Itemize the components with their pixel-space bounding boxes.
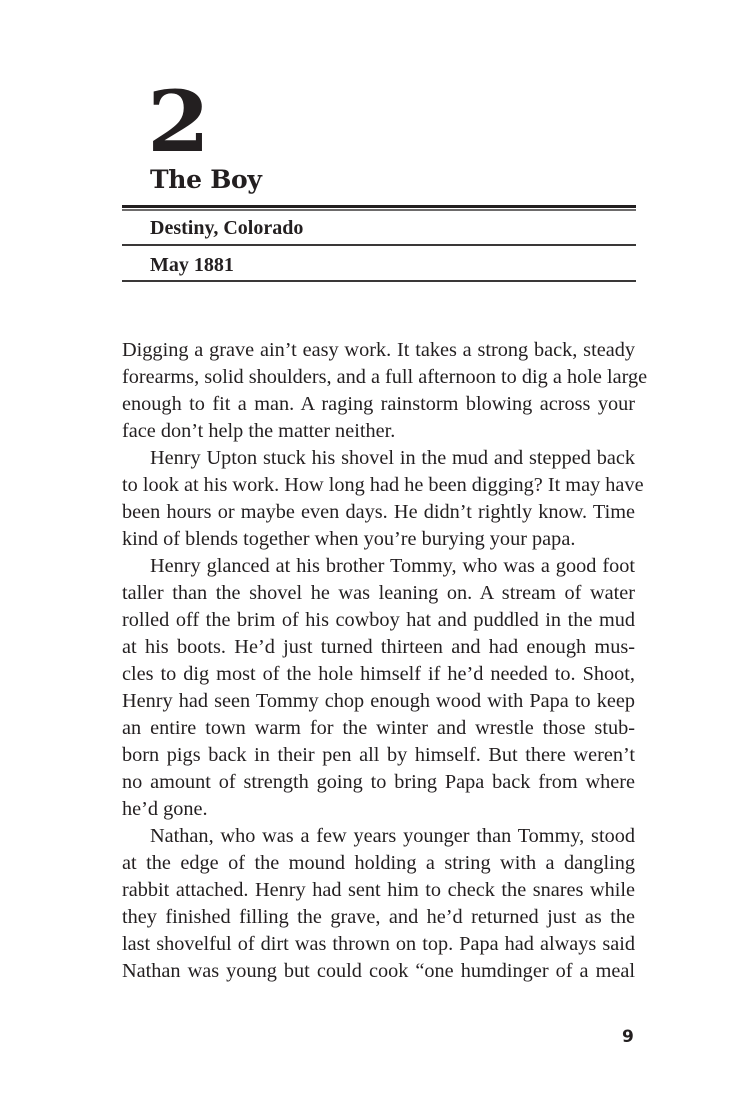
header-rule-thin <box>122 209 636 211</box>
text-line: Henry had seen Tommy chop enough wood with Papa to keep <box>122 690 635 712</box>
text-line: Digging a grave ain’t easy work. It takes a strong back, steady <box>122 339 635 361</box>
text-line: last shovelful of dirt was thrown on top. Papa had always said <box>122 933 635 955</box>
text-line: to look at his work. How long had he been digging? It may have <box>122 474 644 496</box>
body-text <box>122 337 648 985</box>
date-rule <box>122 280 636 282</box>
chapter-number: 2 <box>147 72 208 171</box>
text-line: Nathan, who was a few years younger than Tommy, stood <box>150 825 635 847</box>
chapter-place: Destiny, Colorado <box>150 217 304 239</box>
text-line: cles to dig most of the hole himself if he’d needed to. Shoot, <box>122 663 635 685</box>
text-line: born pigs back in their pen all by himself. But there weren’t <box>122 744 635 766</box>
text-line: enough to fit a man. A raging rainstorm blowing across your <box>122 393 635 415</box>
header-rule-thick <box>122 205 636 208</box>
text-line: Henry Upton stuck his shovel in the mud and stepped back <box>150 447 635 469</box>
text-line: been hours or maybe even days. He didn’t rightly know. Time <box>122 501 635 523</box>
text-line: kind of blends together when you’re burying your papa. <box>122 528 576 550</box>
chapter-title: The Boy <box>150 165 262 194</box>
text-line: they finished filling the grave, and he’d returned just as the <box>122 906 635 928</box>
text-line: Henry glanced at his brother Tommy, who was a good foot <box>150 555 635 577</box>
text-line: rabbit attached. Henry had sent him to check the snares while <box>122 879 635 901</box>
place-rule <box>122 244 636 246</box>
text-line: taller than the shovel he was leaning on. A stream of water <box>122 582 635 604</box>
text-line: face don’t help the matter neither. <box>122 420 396 442</box>
text-line: no amount of strength going to bring Papa back from where <box>122 771 635 793</box>
text-line: Nathan was young but could cook “one humdinger of a meal <box>122 960 635 982</box>
text-line: he’d gone. <box>122 798 208 820</box>
chapter-date: May 1881 <box>150 254 234 276</box>
text-line: an entire town warm for the winter and wrestle those stub- <box>122 717 635 739</box>
text-line: at his boots. He’d just turned thirteen and had enough mus- <box>122 636 635 658</box>
text-line: at the edge of the mound holding a string with a dangling <box>122 852 635 874</box>
text-line: rolled off the brim of his cowboy hat and puddled in the mud <box>122 609 635 631</box>
page-number: 9 <box>622 1027 634 1047</box>
text-line: forearms, solid shoulders, and a full afternoon to dig a hole large <box>122 366 648 388</box>
